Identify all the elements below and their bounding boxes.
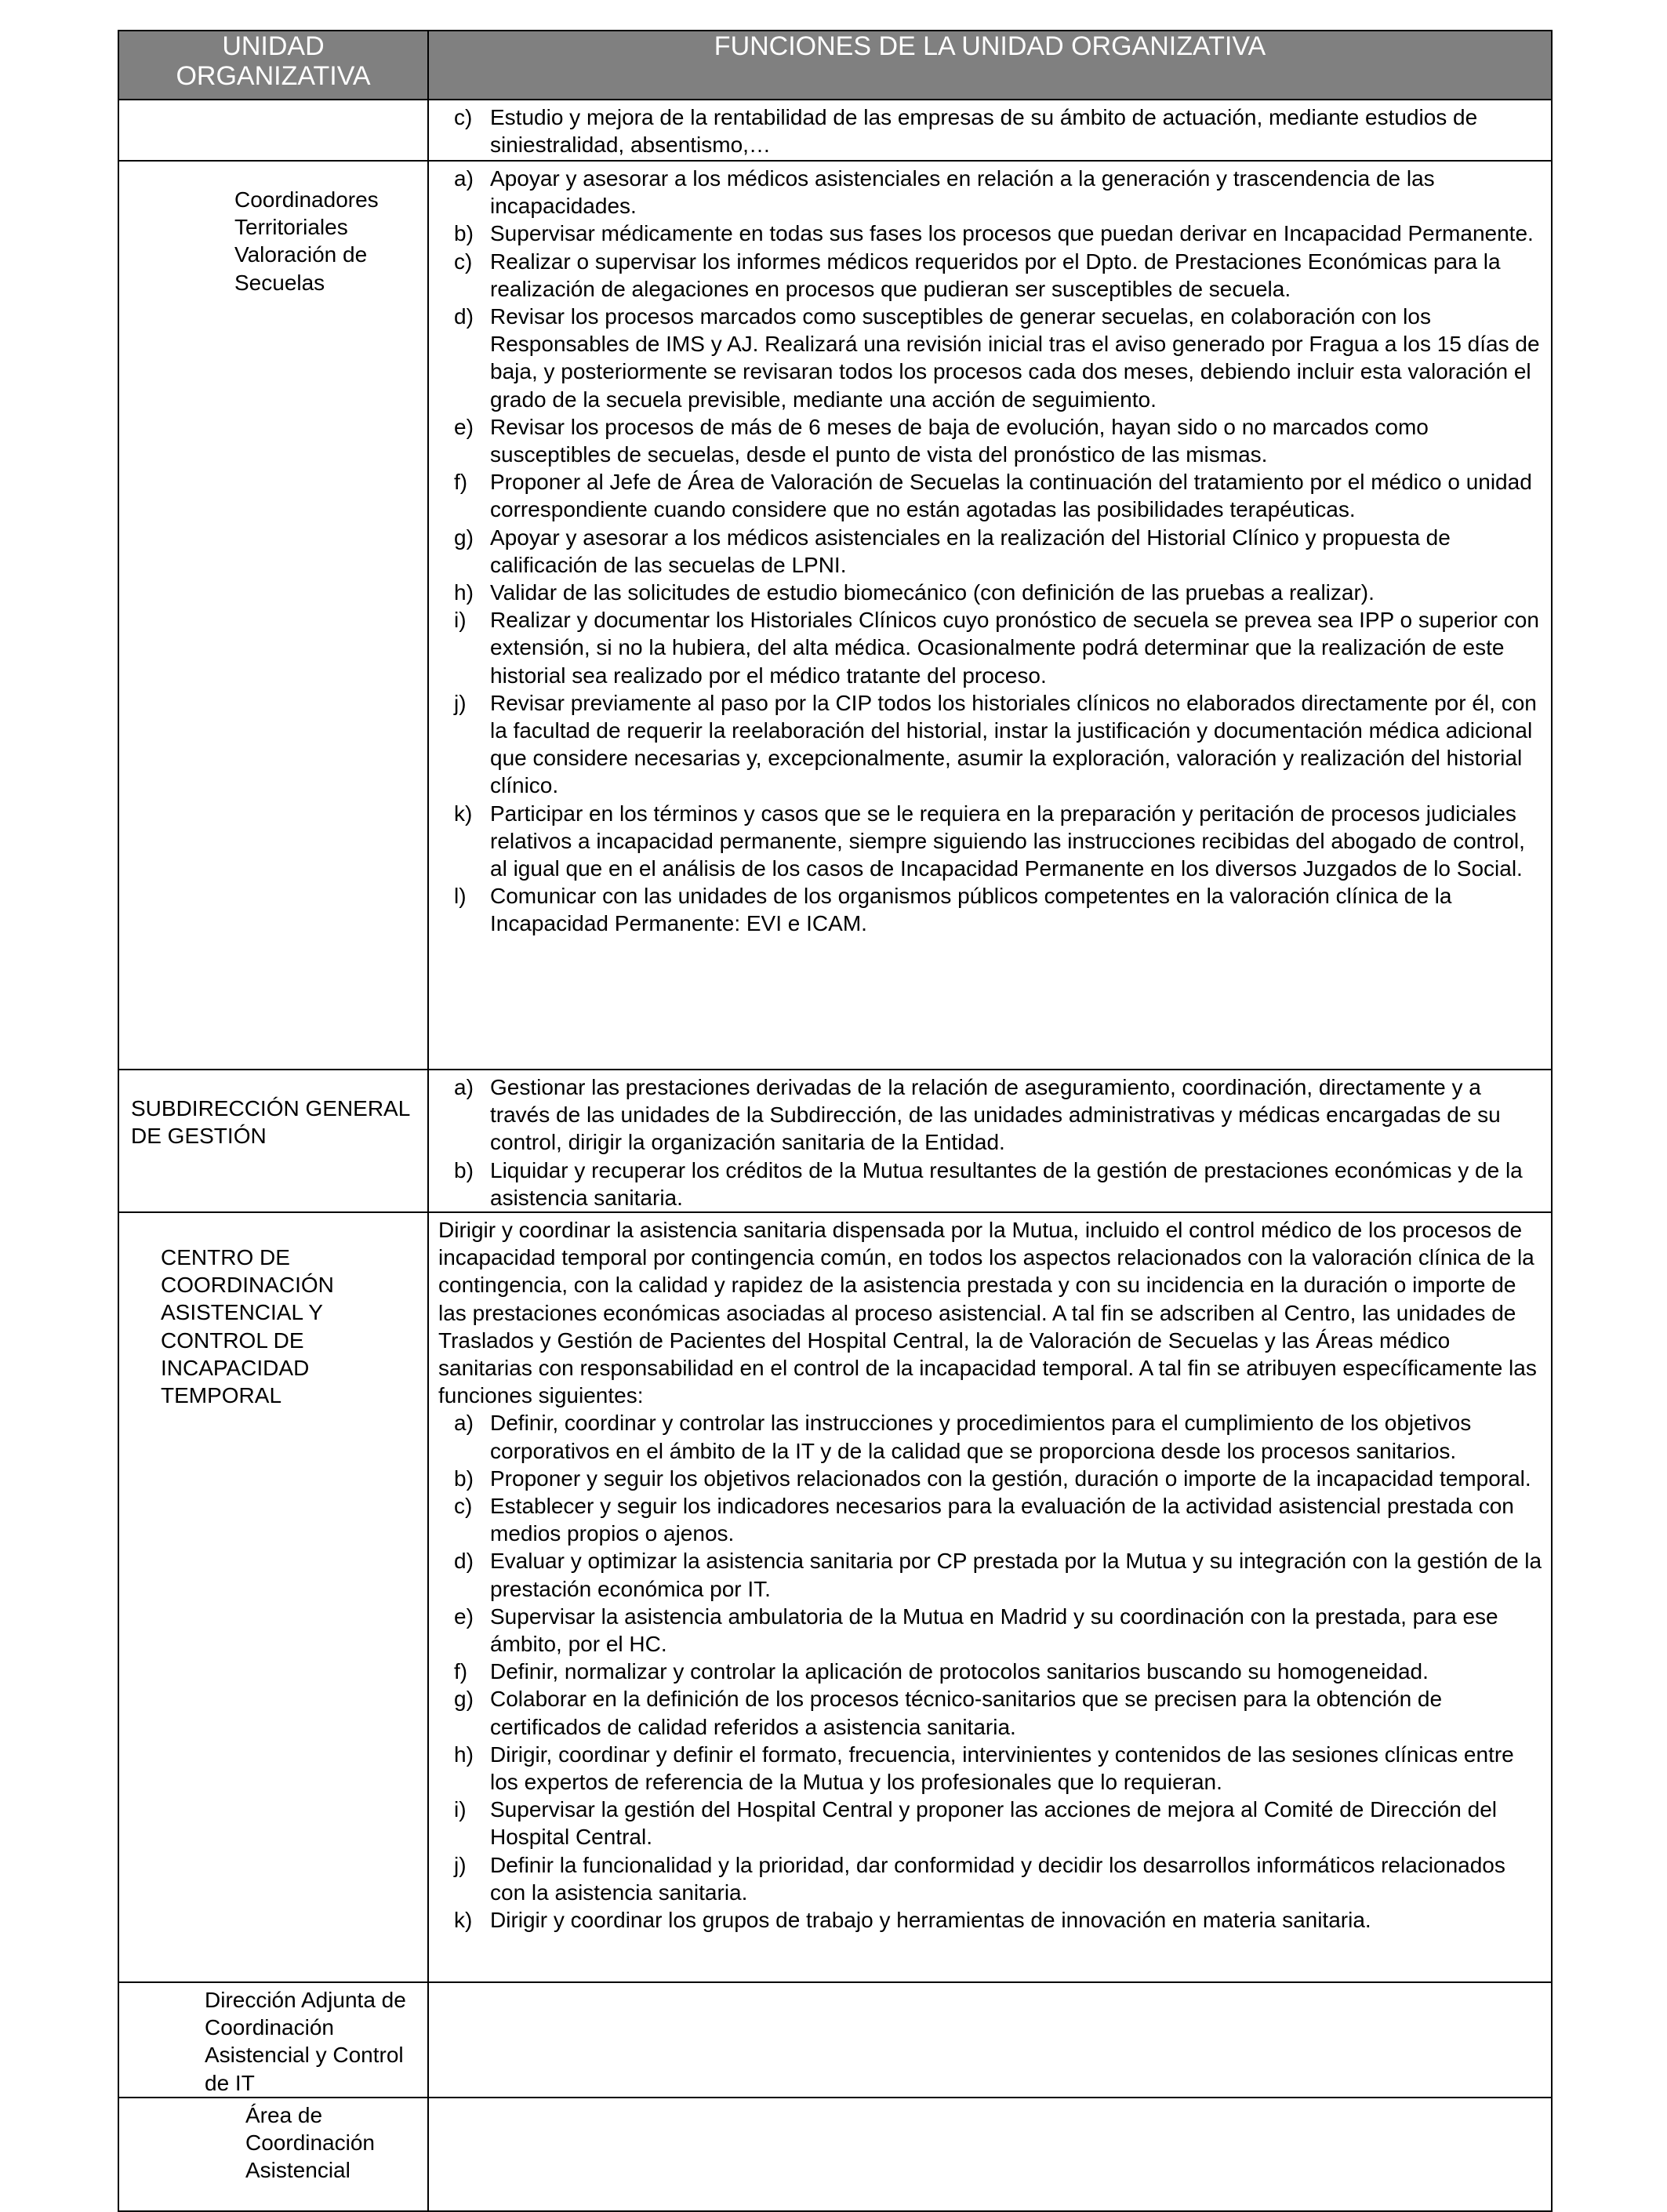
function-text: Colaborar en la definición de los procesos técnico-sanitarios que se precisen para la obtención de certificados de calidad referidos a asistencia sanitaria. <box>490 1687 1443 1739</box>
table-header-row <box>118 31 1552 100</box>
function-letter: j) <box>454 1852 467 1877</box>
table-row <box>118 1982 1552 2098</box>
function-item <box>438 1465 1545 1492</box>
function-text: Supervisar médicamente en todas sus fases los procesos que puedan derivar en Incapacidad Permanente. <box>490 221 1534 246</box>
functions-list <box>429 162 1551 938</box>
unit-name: CENTRO DE COORDINACIÓN ASISTENCIAL Y CONTROL DE INCAPACIDAD TEMPORAL <box>161 1245 334 1408</box>
function-item <box>438 579 1545 606</box>
function-text: Proponer al Jefe de Área de Valoración de Secuelas la continuación del tratamiento por el médico o unidad correspondiente cuando considere que no están agotadas las posibilidades terapéuticas. <box>490 470 1532 522</box>
function-letter: c) <box>454 105 473 129</box>
function-text: Revisar previamente al paso por la CIP todos los historiales clínicos no elaborados directamente por él, con la facultad de requerir la reelaboración del historial, instar la justificación y documentación médica adicional que considere necesarias y, excepcionalmente, asumir la exploración, valoración y realización del historial clínico. <box>490 690 1537 798</box>
function-item <box>438 1492 1545 1547</box>
function-text: Supervisar la gestión del Hospital Central y proponer las acciones de mejora al Comité de Dirección del Hospital Central. <box>490 1797 1497 1850</box>
function-letter: j) <box>454 690 467 715</box>
function-text: Comunicar con las unidades de los organismos públicos competentes en la valoración clínica de la Incapacidad Permanente: EVI e ICAM. <box>490 884 1452 936</box>
functions-list <box>429 1070 1551 1211</box>
unit-cell <box>118 2098 428 2211</box>
functions-list <box>429 100 1551 158</box>
function-text: Dirigir y coordinar los grupos de trabajo y herramientas de innovación en materia sanitaria. <box>490 1908 1371 1933</box>
table-row <box>118 2098 1552 2211</box>
function-item <box>438 1796 1545 1851</box>
functions-table <box>118 30 1553 2212</box>
function-letter: b) <box>454 1466 474 1491</box>
unit-cell <box>118 100 428 161</box>
function-letter: b) <box>454 221 474 246</box>
function-text: Dirigir, coordinar y definir el formato, frecuencia, intervinientes y contenidos de las sesiones clínicas entre los expertos de referencia de la Mutua y los profesionales que lo requieran. <box>490 1742 1514 1795</box>
function-text: Definir, coordinar y controlar las instrucciones y procedimientos para el cumplimiento de los objetivos corporativos en el ámbito de la IT y de la calidad que se proporciona desde los procesos sanitarios. <box>490 1411 1472 1463</box>
functions-cell <box>428 1982 1552 2098</box>
function-text: Liquidar y recuperar los créditos de la Mutua resultantes de la gestión de prestaciones económicas y de la asistencia sanitaria. <box>490 1157 1523 1210</box>
table-row <box>118 1212 1552 1982</box>
function-letter: a) <box>454 1075 474 1099</box>
table-row <box>118 100 1552 161</box>
function-letter: h) <box>454 580 474 605</box>
function-text: Evaluar y optimizar la asistencia sanitaria por CP prestada por la Mutua y su integración con la gestión de la prestación económica por IT. <box>490 1549 1542 1601</box>
functions-list <box>429 1983 1551 1986</box>
function-text: Validar de las solicitudes de estudio biomecánico (con definición de las pruebas a realizar). <box>490 580 1375 605</box>
function-letter: f) <box>454 470 468 495</box>
function-text: Estudio y mejora de la rentabilidad de las empresas de su ámbito de actuación, mediante estudios de siniestralidad, absentismo,… <box>490 105 1478 158</box>
function-item <box>438 1685 1545 1740</box>
function-item <box>438 1658 1545 1685</box>
function-letter: i) <box>454 608 467 633</box>
function-letter: g) <box>454 1687 474 1712</box>
functions-list <box>429 2098 1551 2101</box>
function-text: Realizar y documentar los Historiales Clínicos cuyo pronóstico de secuela se prevea sea IPP o superior con extensión, si no la hubiera, del alta médica. Ocasionalmente podrá determinar que la realización de este historial sea realizado por el médico tratante del proceso. <box>490 608 1539 688</box>
function-item <box>438 524 1545 579</box>
function-item <box>438 468 1545 523</box>
function-letter: i) <box>454 1797 467 1822</box>
function-item <box>438 882 1545 937</box>
functions-cell <box>428 100 1552 161</box>
unit-name: Coordinadores Territoriales Valoración de Secuelas <box>234 187 379 295</box>
function-text: Definir la funcionalidad y la prioridad, dar conformidad y decidir los desarrollos informáticos relacionados con la asistencia sanitaria. <box>490 1852 1505 1905</box>
functions-cell <box>428 2098 1552 2211</box>
function-letter: b) <box>454 1157 474 1182</box>
unit-name: Dirección Adjunta de Coordinación Asistencial y Control de IT <box>205 1988 406 2095</box>
function-letter: g) <box>454 525 474 550</box>
function-text: Revisar los procesos de más de 6 meses de baja de evolución, hayan sido o no marcados como susceptibles de secuelas, desde el punto de vista del pronóstico de las mismas. <box>490 414 1429 467</box>
function-letter: h) <box>454 1742 474 1767</box>
function-item <box>438 303 1545 413</box>
function-text: Revisar los procesos marcados como susceptibles de generar secuelas, en colaboración con los Responsables de IMS y AJ. Realizará una revisión inicial tras el aviso generado por Fragua a los 15 días de baja, y posteriormente se revisaran todos los procesos cada dos meses, debiendo incluir esta valoración el grado de la secuela previsible, mediante una acción de seguimiento. <box>490 304 1540 412</box>
function-item <box>438 689 1545 800</box>
functions-intro: Dirigir y coordinar la asistencia sanitaria dispensada por la Mutua, incluido el control médico de los procesos de incapacidad temporal por contingencia común, en todos los aspectos relacionados con la valoración clínica de la contingencia, con la calidad y rapidez de la asistencia prestada y con su incidencia en la duración o importe de las prestaciones económicas asociadas al proceso asistencial. A tal fin se adscriben al Centro, las unidades de Traslados y Gestión de Pacientes del Hospital Central, la de Valoración de Secuelas y las Áreas médico sanitarias con responsabilidad en el control de la incapacidad temporal. A tal fin se atribuyen específicamente las funciones siguientes: <box>438 1218 1537 1408</box>
function-item <box>438 413 1545 468</box>
unit-cell <box>118 1212 428 1982</box>
function-item <box>438 606 1545 689</box>
function-item <box>438 1073 1545 1157</box>
function-item <box>438 248 1545 303</box>
function-letter: d) <box>454 1549 474 1574</box>
function-letter: a) <box>454 166 474 191</box>
header-unit: UNIDAD ORGANIZATIVA <box>118 31 428 100</box>
function-text: Proponer y seguir los objetivos relacionados con la gestión, duración o importe de la incapacidad temporal. <box>490 1466 1531 1491</box>
table-row <box>118 161 1552 1070</box>
function-text: Supervisar la asistencia ambulatoria de la Mutua en Madrid y su coordinación con la prestada, para ese ámbito, por el HC. <box>490 1604 1498 1657</box>
function-text: Gestionar las prestaciones derivadas de la relación de aseguramiento, coordinación, directamente y a través de las unidades de la Subdirección, de las unidades administrativas y médicas encargadas de su control, dirigir la organización sanitaria de la Entidad. <box>490 1075 1501 1155</box>
function-item <box>438 104 1545 158</box>
function-text: Definir, normalizar y controlar la aplicación de protocolos sanitarios buscando su homogeneidad. <box>490 1659 1429 1684</box>
table-row <box>118 1070 1552 1212</box>
functions-list <box>429 1213 1551 1934</box>
function-item <box>438 1741 1545 1796</box>
function-item <box>438 220 1545 247</box>
function-letter: e) <box>454 414 474 439</box>
function-item <box>438 800 1545 883</box>
function-letter: e) <box>454 1604 474 1629</box>
function-text: Apoyar y asesorar a los médicos asistenciales en la realización del Historial Clínico y propuesta de calificación de las secuelas de LPNI. <box>490 525 1451 577</box>
function-item <box>438 1409 1545 1464</box>
function-text: Apoyar y asesorar a los médicos asistenciales en relación a la generación y trascendencia de las incapacidades. <box>490 166 1435 219</box>
function-item <box>438 1547 1545 1602</box>
function-item <box>438 165 1545 220</box>
functions-cell <box>428 1212 1552 1982</box>
function-letter: c) <box>454 249 473 274</box>
functions-cell <box>428 1070 1552 1212</box>
function-text: Realizar o supervisar los informes médicos requeridos por el Dpto. de Prestaciones Económicas para la realización de alegaciones en procesos que pudieran ser susceptibles de secuela. <box>490 249 1501 301</box>
function-item <box>438 1906 1545 1934</box>
unit-cell <box>118 161 428 1070</box>
function-letter: c) <box>454 1494 473 1519</box>
function-text: Participar en los términos y casos que se le requiera en la preparación y peritación de procesos judiciales relativos a incapacidad permanente, siempre siguiendo las instrucciones recibidas del abogado de control, al igual que en el análisis de los casos de Incapacidad Permanente en los diversos Juzgados de lo Social. <box>490 801 1525 881</box>
function-letter: k) <box>454 801 473 826</box>
function-letter: k) <box>454 1908 473 1933</box>
function-item <box>438 1157 1545 1211</box>
function-letter: a) <box>454 1411 474 1436</box>
function-letter: f) <box>454 1659 468 1684</box>
unit-cell <box>118 1070 428 1212</box>
header-functions: FUNCIONES DE LA UNIDAD ORGANIZATIVA <box>428 31 1552 100</box>
unit-name: Área de Coordinación Asistencial <box>245 2102 375 2183</box>
unit-cell <box>118 1982 428 2098</box>
function-text: Establecer y seguir los indicadores necesarios para la evaluación de la actividad asistencial prestada con medios propios o ajenos. <box>490 1494 1514 1546</box>
function-letter: l) <box>454 884 467 909</box>
function-item <box>438 1851 1545 1906</box>
function-letter: d) <box>454 304 474 329</box>
functions-cell <box>428 161 1552 1070</box>
function-item <box>438 1603 1545 1658</box>
unit-name: SUBDIRECCIÓN GENERAL DE GESTIÓN <box>131 1096 410 1149</box>
